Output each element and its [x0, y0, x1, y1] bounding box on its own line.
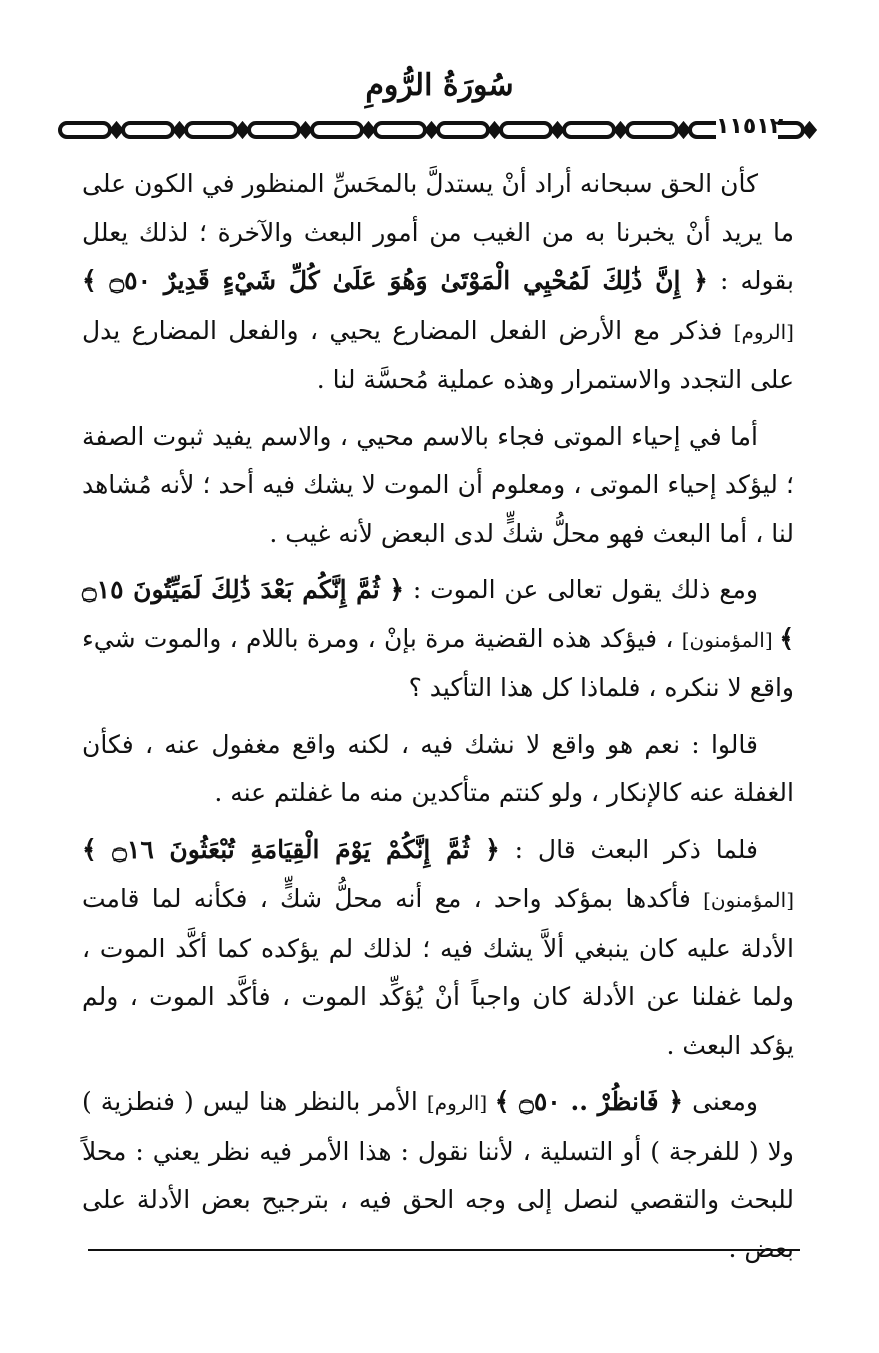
- diamond-ornament: [679, 124, 689, 136]
- paragraph: [82, 1078, 794, 1273]
- chain-link: [501, 123, 551, 137]
- quran-verse: ﴿ إِنَّ ذَٰلِكَ لَمُحْيِي الْمَوْتَىٰ وَهُوَ عَلَىٰ كُلِّ شَيْءٍ قَدِيرٌ ۝٥٠ ﴾: [82, 266, 708, 295]
- body-text: قالوا : نعم هو واقع لا نشك فيه ، لكنه واقع مغفول عنه ، فكأن الغفلة عنه كالإنكار ، ولو كنتم متأكدين منه ما غفلتم عنه .: [82, 729, 794, 807]
- surah-title: سُورَةُ الرُّومِ: [365, 68, 514, 103]
- quran-verse: ﴿ ثُمَّ إِنَّكُمْ يَوْمَ الْقِيَامَةِ تُبْعَثُونَ ۝١٦ ﴾: [82, 834, 500, 864]
- paragraph: [82, 160, 794, 405]
- chain-link: [249, 123, 299, 137]
- diamond-ornament: [175, 124, 185, 136]
- diamond-ornament: [238, 124, 248, 136]
- page-number: ١١٥١٢: [716, 112, 778, 142]
- body-text: ومع ذلك يقول تعالى عن الموت :: [404, 575, 759, 604]
- chain-link: [123, 123, 173, 137]
- surah-reference: [المؤمنون]: [681, 627, 780, 652]
- chain-link: [438, 123, 488, 137]
- diamond-ornament: [616, 124, 626, 136]
- ornamental-border: [58, 118, 818, 142]
- diamond-ornament: [112, 124, 122, 136]
- diamond-ornament: [427, 124, 437, 136]
- body-text: الأمر بالنظر هنا ليس ( فنطزية ) ولا ( للفرجة ) أو التسلية ، لأننا نقول : هذا الأمر فيه نظر يعني : محلاً للبحث والتقصي لنصل إلى وجه الحق فيه ، بترجيح بعض الأدلة على بعض .: [82, 1087, 794, 1263]
- paragraph: [82, 413, 794, 559]
- diamond-ornament: [553, 124, 563, 136]
- page-body: [82, 160, 794, 1273]
- body-text: كأن الحق سبحانه أراد أنْ يستدلَّ بالمحَسِّ المنظور في الكون على ما يريد أنْ يخبرنا به من الغيب من أمور البعث والآخرة ؛ لذلك يعلل بقوله :: [82, 169, 795, 295]
- bottom-rule: [88, 1249, 800, 1251]
- body-text: فلما ذكر البعث قال :: [499, 834, 759, 864]
- chain-link: [627, 123, 677, 137]
- chain-link: [564, 123, 614, 137]
- chain-link: [375, 123, 425, 137]
- paragraph: [82, 721, 794, 818]
- body-text: ومعنى: [683, 1087, 758, 1116]
- surah-reference: [المؤمنون]: [703, 888, 794, 912]
- diamond-ornament: [364, 124, 374, 136]
- diamond-ornament: [301, 124, 311, 136]
- paragraph: [82, 826, 794, 1071]
- body-text: أما في إحياء الموتى فجاء بالاسم محيي ، والاسم يفيد ثبوت الصفة ؛ ليؤكد إحياء الموتى ، ومعلوم أن الموت لا يشك فيه أحد ؛ لأنه مُشاهد لنا ، أما البعث فهو محلُّ شكٍّ لدى البعض لأنه غيب .: [82, 421, 794, 548]
- chain-link: [60, 123, 110, 137]
- chain-link: [186, 123, 236, 137]
- quran-verse: ﴿ ثُمَّ إِنَّكُم بَعْدَ ذَٰلِكَ لَمَيِّتُونَ ۝١٥ ﴾: [82, 575, 795, 653]
- body-text: فأكدها بمؤكد واحد ، مع أنه محلُّ شكٍّ ، فكأنه لما قامت الأدلة عليه كان ينبغي ألاَّ يشك فيه ؛ لذلك لم يؤكده كما أكَّد الموت ، ولما غفلنا عن الأدلة كان واجباً أنْ يُؤكِّد الموت ، فأكَّد الموت ، ولم يؤكد البعث .: [82, 884, 794, 1060]
- paragraph: [82, 566, 794, 713]
- surah-reference: [الروم]: [733, 319, 794, 344]
- diamond-ornament: [805, 124, 815, 136]
- quran-verse: ﴿ فَانظُرْ .. ۝٥٠ ﴾: [494, 1087, 684, 1116]
- diamond-ornament: [490, 124, 500, 136]
- chain-link: [312, 123, 362, 137]
- body-text: ، فيؤكد هذه القضية مرة بإنْ ، ومرة باللام ، والموت شيء واقع لا ننكره ، فلماذا كل هذا التأكيد ؟: [82, 623, 794, 702]
- body-text: فذكر مع الأرض الفعل المضارع يحيي ، والفعل المضارع يدل على التجدد والاستمرار وهذه عملية مُحسَّة لنا .: [82, 315, 794, 394]
- surah-reference: [الروم]: [426, 1091, 495, 1115]
